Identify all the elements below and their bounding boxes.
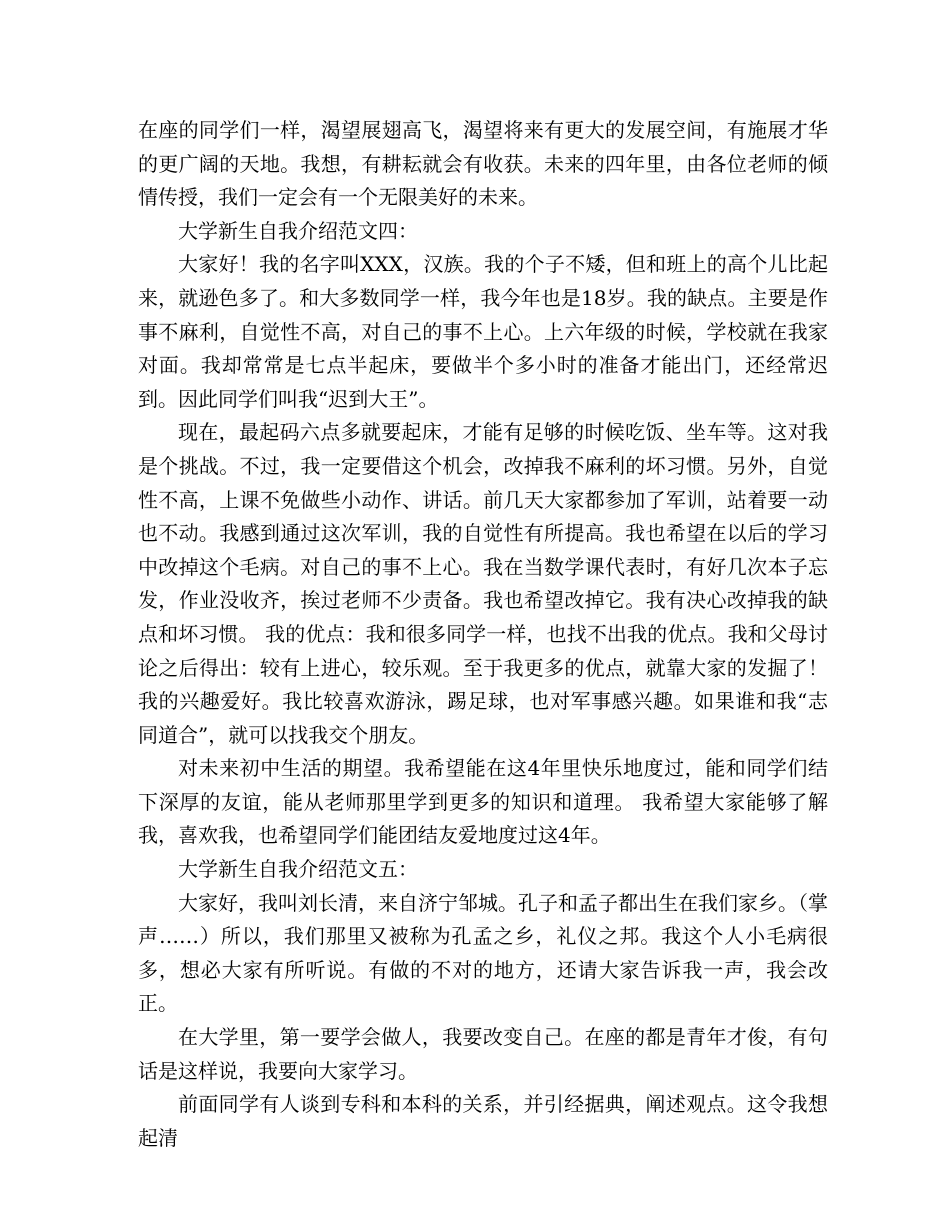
paragraph-university-life: 在大学里，第一要学会做人，我要改变自己。在座的都是青年才俊，有句话是这样说，我要向大家学习。 [138, 1025, 828, 1083]
paragraph-truncated: 前面同学有人谈到专科和本科的关系，并引经据典，阐述观点。这令我想起清 [138, 1092, 828, 1150]
document-body [138, 114, 828, 1155]
paragraph-intro-four: 大家好！我的名字叫XXX，汉族。我的个子不矮，但和班上的高个儿比起来，就逊色多了。和大多数同学一样，我今年也是18岁。我的缺点。主要是作事不麻利，自觉性不高，对自己的事不上心。上六年级的时候，学校就在我家对面。我却常常是七点半起床，要做半个多小时的准备才能出门，还经常迟到。因此同学们叫我“迟到大王”。 [138, 252, 828, 411]
section-heading-sample-four: 大学新生自我介绍范文四： [178, 218, 418, 243]
section-heading-sample-five: 大学新生自我介绍范文五： [178, 857, 418, 882]
paragraph-intro-five: 大家好，我叫刘长清，来自济宁邹城。孔子和孟子都出生在我们家乡。（掌声……）所以，我们那里又被称为孔孟之乡，礼仪之邦。我这个人小毛病很多，想必大家有所听说。有做的不对的地方，还请大家告诉我一声，我会改正。 [138, 890, 828, 1016]
paragraph-habits: 现在，最起码六点多就要起床，才能有足够的时候吃饭、坐车等。这对我是个挑战。不过，我一定要借这个机会，改掉我不麻利的坏习惯。另外，自觉性不高，上课不免做些小动作、讲话。前几天大家都参加了军训，站着要一动也不动。我感到通过这次军训，我的自觉性有所提高。我也希望在以后的学习中改掉这个毛病。对自己的事不上心。我在当数学课代表时，有好几次本子忘发，作业没收齐，挨过老师不少责备。我也希望改掉它。我有决心改掉我的缺点和坏习惯。 我的优点：我和很多同学一样，也找不出我的优点。我和父母讨论之后得出：较有上进心，较乐观。至于我更多的优点，就靠大家的发掘了！ 我的兴趣爱好。我比较喜欢游泳，踢足球，也对军事感兴趣。如果谁和我“志同道合”，就可以找我交个朋友。 [138, 420, 828, 747]
paragraph-expectations: 对未来初中生活的期望。我希望能在这4年里快乐地度过，能和同学们结下深厚的友谊，能从老师那里学到更多的知识和道理。 我希望大家能够了解我，喜欢我，也希望同学们能团结友爱地度过这4年。 [138, 756, 828, 848]
paragraph-continuation: 在座的同学们一样，渴望展翅高飞，渴望将来有更大的发展空间，有施展才华的更广阔的天地。我想，有耕耘就会有收获。未来的四年里，由各位老师的倾情传授，我们一定会有一个无限美好的未来。 [138, 118, 828, 210]
